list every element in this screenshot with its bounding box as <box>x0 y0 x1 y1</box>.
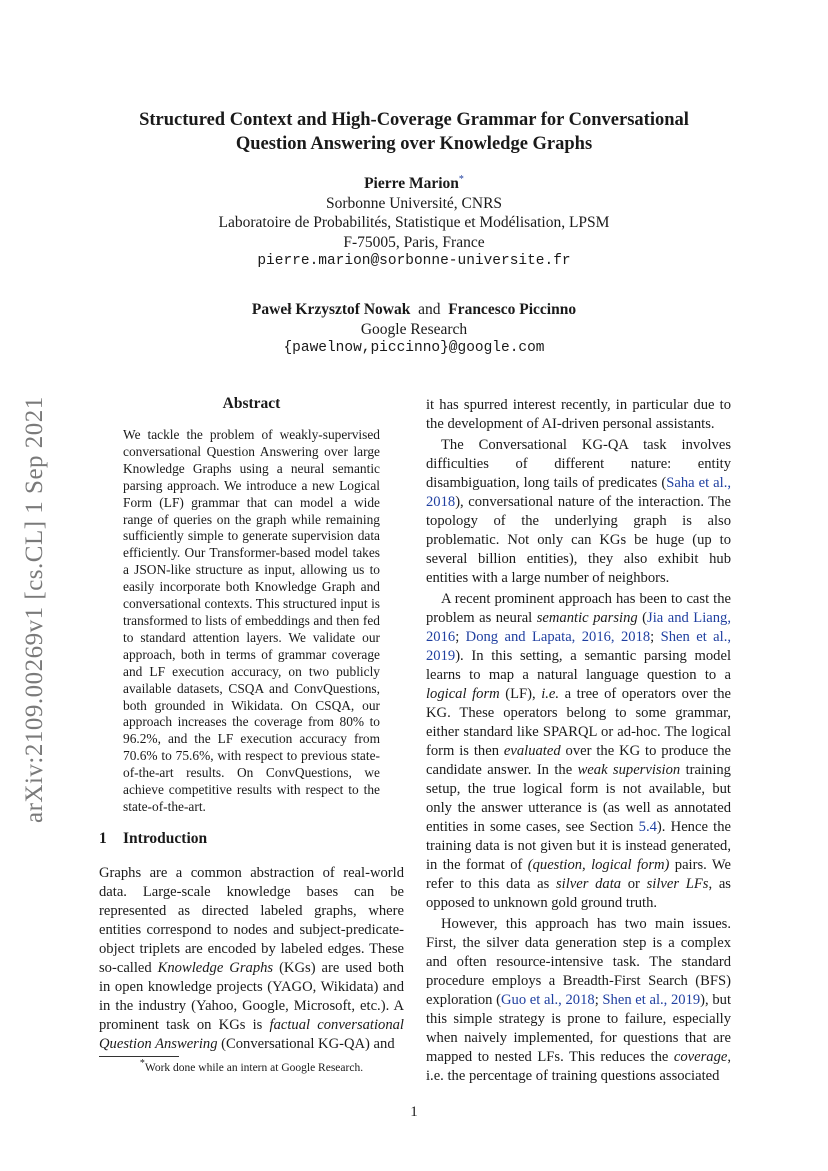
text-run: ). In this setting, a semantic parsing model learns to map a natural language question to a <box>426 648 731 683</box>
citation-link[interactable]: Jia and Liang, 2016 <box>426 610 731 645</box>
text-run: or <box>621 876 647 892</box>
paper-title <box>60 108 768 156</box>
paragraph <box>426 915 731 1086</box>
affiliation: Google Research <box>360 320 468 338</box>
text-run: , as opposed to unknown gold ground truth. <box>426 876 731 911</box>
text-run: A recent prominent approach has been to cast the problem as neural <box>426 591 731 626</box>
text-run: (LF), <box>499 686 542 702</box>
text-run: (KGs) are used both in open knowledge projects (YAGO, Wikidata) and in the industry (Yahoo, Google, Microsoft, etc.). A prominent task on KGs is <box>99 960 404 1033</box>
page-number: 1 <box>410 1104 418 1120</box>
intro-paragraph <box>99 864 404 1054</box>
citation-link[interactable]: Shen et al., 2019 <box>602 992 701 1008</box>
text-run: over the KG to produce the candidate answer. In the <box>426 743 731 778</box>
text-run-italic: Knowledge Graphs <box>157 960 274 976</box>
abstract-section <box>99 395 404 816</box>
text-run: pairs. We refer to this data as <box>426 857 731 892</box>
text-run-italic: evaluated <box>503 743 561 759</box>
text-run: Graphs are a common abstraction of real-world data. Large-scale knowledge bases can be represented as directed labeled graphs, where entities correspond to nodes and subject-predicate-object triplets are encoded by labeled edges. These so-called <box>99 865 404 976</box>
citation-link[interactable]: Dong and Lapata, 2016, 2018 <box>465 629 651 645</box>
text-run: (Conversational KG-QA) and <box>217 1036 395 1052</box>
title-line-1: Structured Context and High-Coverage Grammar for Conversational <box>139 110 689 130</box>
text-run-italic: silver data <box>555 876 622 892</box>
citation-link[interactable]: Guo et al., 2018 <box>501 992 595 1008</box>
abstract-heading: Abstract <box>222 395 281 412</box>
text-run: ; <box>594 992 603 1008</box>
text-run: ( <box>637 610 648 626</box>
affiliation: Sorbonne Université, CNRS <box>325 194 503 212</box>
author-block-1 <box>60 174 768 272</box>
text-run: ; <box>650 629 661 645</box>
text-run-italic: coverage <box>673 1049 728 1065</box>
author-email: {pawelnow,piccinno}@google.com <box>283 340 545 356</box>
text-run: training setup, the true logical form is not available, but only the answer utterance is (as well as annotated entities in some cases, see Section <box>426 762 731 835</box>
arxiv-sidebar-id: arXiv:2109.00269v1 [cs.CL] 1 Sep 2021 <box>21 396 48 824</box>
section-number: 1 <box>99 830 107 847</box>
paragraph <box>426 590 731 913</box>
text-run: ), conversational nature of the interaction. The topology of the underlying graph is also problematic. Not only can KGs be huge (up to several billion entities), they also exhibit hub entities with a large number of neighbors. <box>426 494 731 586</box>
text-run-italic: weak supervision <box>577 762 681 778</box>
text-run: The Conversational KG-QA task involves difficulties of different nature: entity disambiguation, long tails of predicates ( <box>426 437 731 491</box>
paragraph <box>426 436 731 588</box>
author-footnote-mark[interactable]: * <box>458 173 464 185</box>
text-run: , i.e. the percentage of training questions associated <box>426 1049 731 1084</box>
text-run: ; <box>455 629 466 645</box>
footnote-mark: * <box>139 1058 145 1070</box>
footnote <box>99 1058 404 1074</box>
affiliation: F-75005, Paris, France <box>343 233 485 251</box>
author-email: pierre.marion@sorbonne-universite.fr <box>257 253 571 269</box>
text-run-italic: i.e. <box>541 686 560 702</box>
citation-link[interactable]: Saha et al., 2018 <box>426 475 732 510</box>
section-link[interactable]: 5.4 <box>638 819 657 835</box>
text-run: ). Hence the training data is not given but it is instead generated, in the format of <box>426 819 732 873</box>
author-conjunction: and <box>418 301 441 318</box>
text-run-italic: silver LFs <box>646 876 709 892</box>
paragraph: it has spurred interest recently, in particular due to the development of AI-driven personal assistants. <box>426 397 731 432</box>
section-heading <box>99 830 404 848</box>
text-run: ), but this simple strategy is prone to failure, especially when naively implemented, for questions that are mapped to nested LFs. This reduces the <box>426 992 731 1065</box>
text-run-italic: logical form <box>426 686 500 702</box>
section-title: Introduction <box>123 830 208 847</box>
author-names: Francesco Piccinno <box>448 301 577 318</box>
author-names: Paweł Krzysztof Nowak <box>251 301 411 318</box>
author-name: Pierre Marion <box>364 175 459 192</box>
text-run-italic: factual conversational Question Answering <box>99 1017 404 1052</box>
affiliation: Laboratoire de Probabilités, Statistique et Modélisation, LPSM <box>218 214 610 231</box>
text-run-italic: semantic parsing <box>536 610 638 626</box>
right-column <box>426 396 731 1086</box>
author-block-2 <box>60 300 768 359</box>
citation-link[interactable]: Shen et al., 2019 <box>426 629 732 664</box>
text-run-italic: (question, logical form) <box>527 857 670 873</box>
footnote-text: Work done while an intern at Google Research. <box>144 1062 364 1074</box>
text-run: a tree of operators over the KG. These operators belong to some grammar, either standard like SPARQL or ad-hoc. The logical form is then <box>426 686 731 759</box>
abstract-body: We tackle the problem of weakly-supervised conversational Question Answering over large Knowledge Graphs using a neural semantic parsing approach. We introduce a new Logical Form (LF) grammar that can model a wide range of queries on the graph while remaining sufficiently simple to generate supervision data efficiently. Our Transformer-based model takes a JSON-like structure as input, allowing us to easily incorporate both Knowledge Graph and conversational contexts. This structured input is transformed to lists of embeddings and then fed to standard attention layers. We validate our approach, both in terms of grammar coverage and LF execution accuracy, on two publicly available datasets, CSQA and ConvQuestions, both grounded in Wikidata. On CSQA, our approach increases the coverage from 80% to 96.2%, and the LF execution accuracy from 70.6% to 75.6%, with respect to previous state-of-the-art results. On ConvQuestions, we achieve competitive results with respect to the state-of-the-art. <box>123 427 380 814</box>
text-run: However, this approach has two main issues. First, the silver data generation step is a complex and often resource-intensive task. The standard procedure employs a Breadth-First Search (BFS) exploration ( <box>426 916 731 1008</box>
footnote-rule <box>99 1056 179 1057</box>
title-line-2: Question Answering over Knowledge Graphs <box>235 134 593 154</box>
